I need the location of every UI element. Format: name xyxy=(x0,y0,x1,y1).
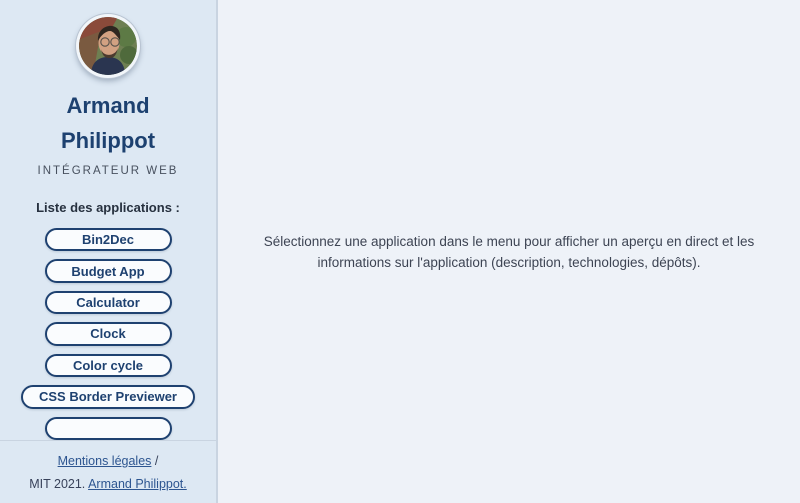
app-button-partial[interactable] xyxy=(45,417,172,440)
app-button-budget-app[interactable]: Budget App xyxy=(45,259,172,282)
app-button-clock[interactable]: Clock xyxy=(45,322,172,345)
app-button-color-cycle[interactable]: Color cycle xyxy=(45,354,172,377)
avatar-photo-icon xyxy=(79,17,137,75)
legal-link[interactable]: Mentions légales xyxy=(57,454,152,468)
profile-name-line1: Armand xyxy=(66,93,150,118)
main-message xyxy=(244,231,775,273)
footer-license-line xyxy=(8,477,208,491)
profile-role: INTÉGRATEUR WEB xyxy=(37,165,179,177)
app-button-bin2dec[interactable]: Bin2Dec xyxy=(45,228,172,251)
author-link[interactable]: Armand Philippot. xyxy=(88,477,187,491)
avatar xyxy=(76,14,140,78)
footer-separator: / xyxy=(154,454,159,468)
sidebar xyxy=(0,0,218,503)
license-text: MIT 2021. xyxy=(29,477,86,491)
apps-list-heading: Liste des applications : xyxy=(36,200,180,215)
apps-list xyxy=(0,228,216,440)
app-button-calculator[interactable]: Calculator xyxy=(45,291,172,314)
main-message-line1: Sélectionnez une application dans le menu pour afficher un aperçu en direct et les xyxy=(263,233,755,249)
main-message-line2: informations sur l'application (description, technologies, dépôts). xyxy=(317,254,701,270)
profile-name-line2: Philippot xyxy=(60,128,156,153)
main-content xyxy=(218,0,800,503)
app-button-css-border-previewer[interactable]: CSS Border Previewer xyxy=(21,385,195,408)
footer-legal-line xyxy=(8,454,208,468)
profile-name xyxy=(61,88,155,158)
sidebar-footer xyxy=(0,440,216,503)
